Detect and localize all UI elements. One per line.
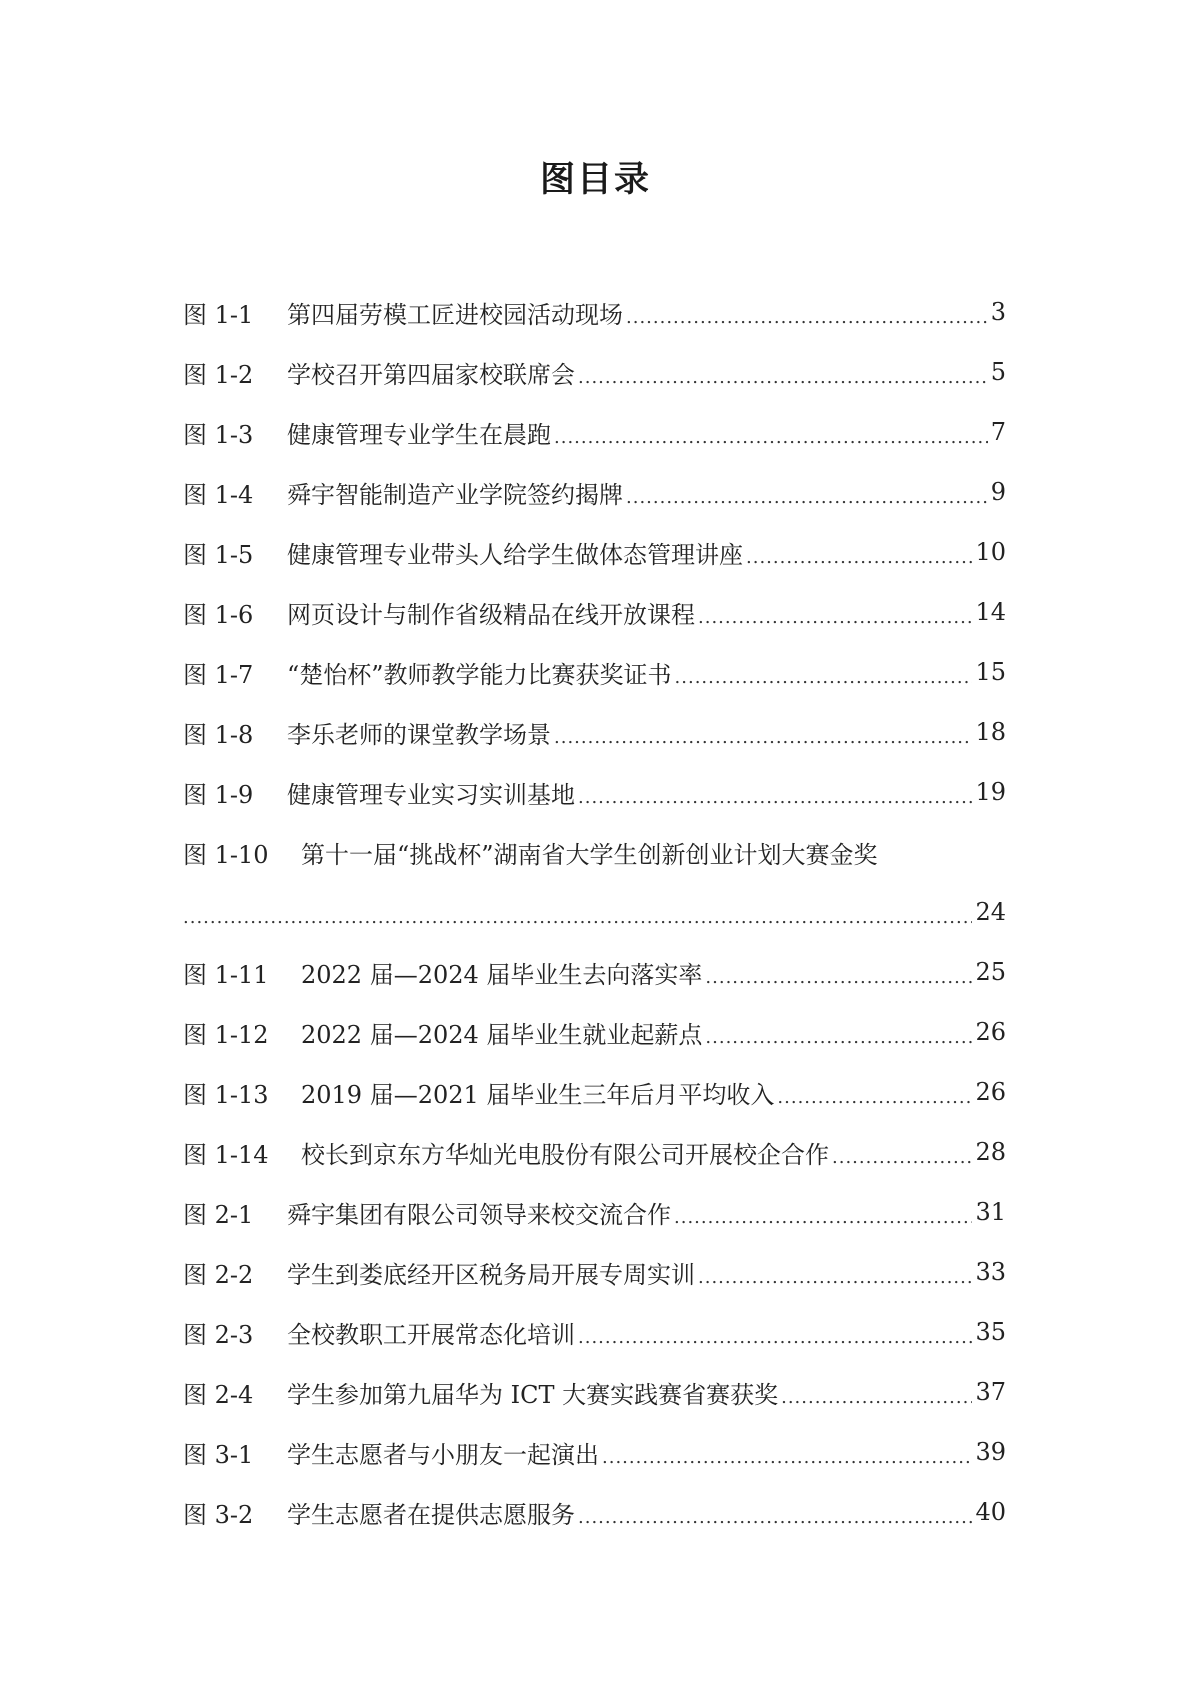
toc-entry-title: 健康管理专业带头人给学生做体态管理讲座 — [287, 540, 743, 569]
toc-leader-dots — [675, 667, 973, 702]
toc-entry-title: 健康管理专业实习实训基地 — [287, 780, 575, 809]
toc-leader-dots — [705, 1027, 972, 1062]
toc-entry-page: 18 — [975, 718, 1006, 746]
toc-entry[interactable] — [183, 522, 1006, 582]
toc-entry-number: 图 1-10 — [183, 840, 269, 869]
toc-entry-page: 33 — [975, 1258, 1006, 1286]
toc-entry-title: 学生志愿者在提供志愿服务 — [287, 1500, 575, 1529]
toc-entry-title: 全校教职工开展常态化培训 — [287, 1320, 575, 1349]
toc-leader-dots — [674, 1207, 972, 1242]
figure-toc — [183, 282, 1006, 1542]
toc-entry-title: 第十一届“挑战杯”湖南省大学生创新创业计划大赛金奖 — [301, 840, 878, 869]
toc-entry-title: 健康管理专业学生在晨跑 — [287, 420, 551, 449]
toc-entry-title: 第四届劳模工匠进校园活动现场 — [287, 300, 623, 329]
toc-entry-page: 39 — [975, 1438, 1006, 1466]
toc-entry-title: “楚怡杯”教师教学能力比赛获奖证书 — [287, 660, 672, 689]
toc-entry-number: 图 1-3 — [183, 420, 254, 449]
toc-entry[interactable] — [183, 1182, 1006, 1242]
toc-leader-dots — [698, 607, 972, 642]
toc-entry-number: 图 1-4 — [183, 480, 254, 509]
toc-entry-page: 14 — [975, 598, 1006, 626]
toc-entry-page: 40 — [975, 1498, 1006, 1526]
toc-entry[interactable] — [183, 582, 1006, 642]
toc-entry[interactable] — [183, 942, 1006, 1002]
toc-entry[interactable] — [183, 1002, 1006, 1062]
toc-entry[interactable] — [183, 762, 1006, 822]
toc-entry-number: 图 1-1 — [183, 300, 254, 329]
toc-entry-number: 图 1-7 — [183, 660, 254, 689]
toc-entry-page: 9 — [990, 478, 1006, 506]
toc-entry-page: 26 — [975, 1078, 1006, 1106]
toc-entry[interactable] — [183, 822, 1006, 882]
toc-entry[interactable] — [183, 1242, 1006, 1302]
toc-entry-title: 舜宇智能制造产业学院签约揭牌 — [287, 480, 623, 509]
toc-leader-dots — [554, 727, 972, 762]
toc-entry-title: 2022 届—2024 届毕业生就业起薪点 — [301, 1020, 703, 1049]
toc-entry-page: 19 — [975, 778, 1006, 806]
toc-entry[interactable] — [183, 1302, 1006, 1362]
toc-entry-number: 图 1-11 — [183, 960, 269, 989]
toc-entry-title: 校长到京东方华灿光电股份有限公司开展校企合作 — [301, 1140, 829, 1169]
toc-entry-number: 图 2-4 — [183, 1380, 254, 1409]
toc-entry-page: 31 — [975, 1198, 1006, 1226]
toc-leader-dots — [183, 907, 972, 942]
toc-entry-number: 图 1-6 — [183, 600, 254, 629]
toc-entry[interactable] — [183, 1062, 1006, 1122]
toc-leader-dots — [705, 967, 972, 1002]
toc-entry-number: 图 1-12 — [183, 1020, 269, 1049]
toc-entry[interactable] — [183, 1422, 1006, 1482]
toc-entry-page: 25 — [975, 958, 1006, 986]
toc-leader-dots — [698, 1267, 972, 1302]
toc-entry-title: 学校召开第四届家校联席会 — [287, 360, 575, 389]
toc-entry-page: 5 — [990, 358, 1006, 386]
toc-entry-page: 24 — [975, 898, 1006, 926]
toc-leader-dots — [777, 1087, 972, 1122]
toc-entry[interactable] — [183, 402, 1006, 462]
toc-entry[interactable] — [183, 1482, 1006, 1542]
toc-entry-title: 2022 届—2024 届毕业生去向落实率 — [301, 960, 703, 989]
toc-leader-dots — [746, 547, 972, 582]
toc-entry-title: 学生参加第九届华为 ICT 大赛实践赛省赛获奖 — [287, 1380, 779, 1409]
toc-entry-title: 舜宇集团有限公司领导来校交流合作 — [287, 1200, 671, 1229]
toc-entry-title: 2019 届—2021 届毕业生三年后月平均收入 — [301, 1080, 775, 1109]
toc-entry-page: 7 — [990, 418, 1006, 446]
toc-entry-title: 李乐老师的课堂教学场景 — [287, 720, 551, 749]
toc-entry-number: 图 1-2 — [183, 360, 254, 389]
toc-entry-title: 学生到娄底经开区税务局开展专周实训 — [287, 1260, 695, 1289]
toc-leader-dots — [578, 367, 988, 402]
toc-leader-dots — [781, 1387, 972, 1422]
toc-entry-number: 图 3-2 — [183, 1500, 254, 1529]
toc-leader-dots — [578, 1327, 972, 1362]
toc-leader-dots — [578, 1507, 972, 1542]
toc-entry[interactable] — [183, 702, 1006, 762]
toc-entry-page: 26 — [975, 1018, 1006, 1046]
toc-leader-dots — [554, 427, 988, 462]
toc-entry-title: 网页设计与制作省级精品在线开放课程 — [287, 600, 695, 629]
toc-entry[interactable] — [183, 282, 1006, 342]
toc-leader-dots — [578, 787, 972, 822]
toc-entry[interactable] — [183, 642, 1006, 702]
toc-entry[interactable] — [183, 462, 1006, 522]
toc-entry-number: 图 2-1 — [183, 1200, 254, 1229]
toc-entry-page: 10 — [975, 538, 1006, 566]
toc-entry-number: 图 2-3 — [183, 1320, 254, 1349]
toc-entry-number: 图 3-1 — [183, 1440, 254, 1469]
toc-leader-dots — [626, 307, 988, 342]
toc-entry-page: 15 — [975, 658, 1006, 686]
toc-entry-number: 图 1-13 — [183, 1080, 269, 1109]
toc-entry[interactable] — [183, 1362, 1006, 1422]
toc-entry-page: 35 — [975, 1318, 1006, 1346]
toc-leader-dots — [602, 1447, 972, 1482]
toc-leader-dots — [832, 1147, 972, 1182]
toc-entry-page: 28 — [975, 1138, 1006, 1166]
toc-entry-number: 图 1-14 — [183, 1140, 269, 1169]
toc-entry-continuation[interactable] — [183, 882, 1006, 942]
toc-entry-title: 学生志愿者与小朋友一起演出 — [287, 1440, 599, 1469]
toc-entry[interactable] — [183, 1122, 1006, 1182]
page-title: 图目录 — [539, 160, 651, 200]
toc-entry-number: 图 1-8 — [183, 720, 254, 749]
toc-entry-page: 37 — [975, 1378, 1006, 1406]
toc-entry[interactable] — [183, 342, 1006, 402]
toc-entry-page: 3 — [990, 298, 1006, 326]
toc-entry-number: 图 1-9 — [183, 780, 254, 809]
toc-entry-number: 图 1-5 — [183, 540, 254, 569]
toc-leader-dots — [626, 487, 988, 522]
toc-entry-number: 图 2-2 — [183, 1260, 254, 1289]
